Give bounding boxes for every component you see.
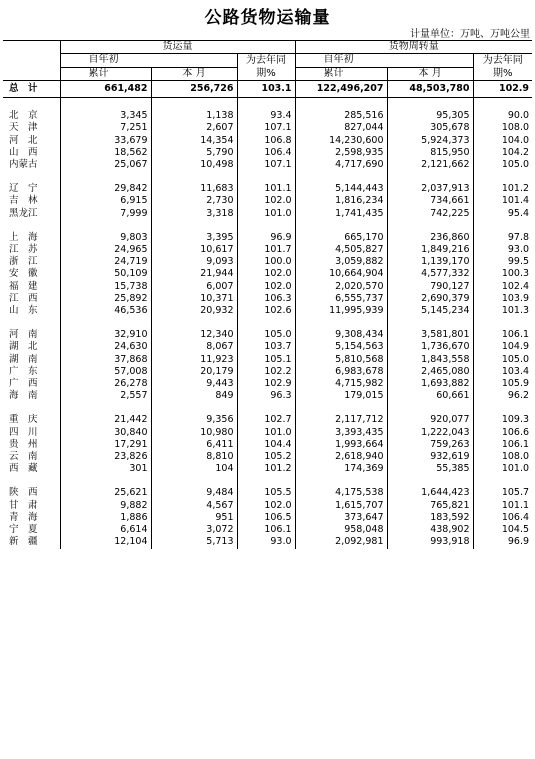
row-label: 新 疆 (3, 536, 60, 548)
table-row (3, 341, 532, 353)
cell-value: 97.8 (507, 231, 530, 243)
table-row (3, 366, 532, 378)
cell-value: 14,354 (151, 135, 237, 147)
spacer-row (3, 317, 532, 329)
table-row (3, 135, 532, 147)
cell-value: 1,138 (151, 110, 237, 122)
cell-value: 25,892 (60, 293, 151, 305)
cell-value: 1,644,423 (387, 487, 473, 499)
cell-value: 26,278 (60, 378, 151, 390)
cell-value: 1,139,170 (387, 256, 473, 268)
unit-label: 计量单位：万吨、万吨公里 (410, 29, 530, 40)
cell-value: 5,790 (151, 147, 237, 159)
row-label: 河 北 (3, 135, 60, 147)
cell-value: 102.0 (237, 281, 295, 293)
header-month-turnover: 本 月 (387, 67, 473, 81)
cell-value: 10,371 (151, 293, 237, 305)
row-label: 福 建 (3, 281, 60, 293)
cell-value: 101.0 (501, 463, 530, 475)
cell-value: 93.0 (507, 244, 530, 256)
row-label: 西 藏 (3, 463, 60, 475)
header-cumulative-freight: 累计 (60, 67, 151, 81)
cell-value: 106.1 (237, 524, 295, 536)
spacer-row (3, 171, 532, 183)
cell-value: 8,067 (151, 341, 237, 353)
cell-value: 102.9 (237, 378, 295, 390)
cell-value: 1,849,216 (387, 244, 473, 256)
cell-value: 11,683 (151, 183, 237, 195)
cell-value: 108.0 (501, 122, 530, 134)
row-label: 辽 宁 (3, 183, 60, 195)
cell-value: 734,661 (387, 195, 473, 207)
cell-value: 742,225 (387, 208, 473, 220)
cell-value: 3,581,801 (387, 329, 473, 341)
cell-value: 1,736,670 (387, 341, 473, 353)
cell-value: 105.0 (237, 329, 295, 341)
row-label: 甘 肃 (3, 500, 60, 512)
cell-value: 90.0 (507, 110, 530, 122)
table-row (3, 329, 532, 341)
cell-value: 993,918 (387, 536, 473, 548)
row-label: 山 西 (3, 147, 60, 159)
cell-value: 106.1 (501, 329, 530, 341)
cell-value: 932,619 (387, 451, 473, 463)
header-ytd-turnover: 自年初 (295, 54, 473, 68)
cell-value: 665,170 (295, 232, 387, 244)
cell-value: 103.4 (501, 365, 530, 377)
cell-value: 96.3 (237, 390, 295, 402)
row-label: 贵 州 (3, 439, 60, 451)
page-title: 公路货物运输量 (204, 8, 331, 28)
cell-value: 6,411 (151, 439, 237, 451)
cell-value: 20,179 (151, 366, 237, 378)
table-row (3, 195, 532, 207)
cell-value: 109.3 (501, 414, 530, 426)
cell-value: 101.0 (237, 208, 295, 220)
cell-value: 96.9 (507, 536, 530, 548)
header-freight: 货运量 (60, 41, 295, 54)
table-row (3, 281, 532, 293)
cell-value: 183,592 (387, 512, 473, 524)
cell-value: 102.0 (237, 268, 295, 280)
cell-value: 10,664,904 (295, 268, 387, 280)
table-row (3, 439, 532, 451)
cell-value: 6,614 (60, 524, 151, 536)
spacer-row (3, 475, 532, 487)
cell-value: 4,567 (151, 500, 237, 512)
cell-value: 95,305 (387, 110, 473, 122)
cell-value: 30,840 (60, 427, 151, 439)
cell-value: 105.0 (501, 159, 530, 171)
row-label: 上 海 (3, 232, 60, 244)
cell-value: 102.2 (237, 366, 295, 378)
cell-value: 765,821 (387, 500, 473, 512)
cell-value: 102.9 (473, 81, 532, 98)
row-label: 江 西 (3, 293, 60, 305)
cell-value: 101.7 (237, 244, 295, 256)
cell-value: 95.4 (507, 207, 530, 219)
cell-value: 108.0 (501, 451, 530, 463)
cell-value: 96.9 (237, 232, 295, 244)
cell-value: 122,496,207 (295, 81, 387, 98)
cell-value: 305,678 (387, 122, 473, 134)
table-row (3, 354, 532, 366)
spacer-row (3, 402, 532, 414)
cell-value: 102.4 (501, 280, 530, 292)
cell-value: 32,910 (60, 329, 151, 341)
row-label: 海 南 (3, 390, 60, 402)
cell-value: 101.0 (237, 427, 295, 439)
cell-value: 6,915 (60, 195, 151, 207)
cell-value: 29,842 (60, 183, 151, 195)
freight-table (3, 40, 532, 549)
cell-value: 106.6 (501, 426, 530, 438)
cell-value: 96.2 (507, 390, 530, 402)
header-month-freight: 本 月 (151, 67, 237, 81)
row-label: 黑龙江 (3, 208, 60, 220)
cell-value: 60,661 (387, 390, 473, 402)
cell-value: 104.2 (501, 146, 530, 158)
cell-value: 4,505,827 (295, 244, 387, 256)
cell-value: 3,393,435 (295, 427, 387, 439)
cell-value: 174,369 (295, 463, 387, 475)
cell-value: 2,117,712 (295, 414, 387, 426)
cell-value: 2,730 (151, 195, 237, 207)
cell-value: 849 (151, 390, 237, 402)
row-label: 安 徽 (3, 268, 60, 280)
table-row (3, 451, 532, 463)
cell-value: 759,263 (387, 439, 473, 451)
table-row (3, 512, 532, 524)
cell-value: 105.1 (237, 354, 295, 366)
cell-value: 102.0 (237, 500, 295, 512)
table-row (3, 183, 532, 195)
cell-value: 4,175,538 (295, 487, 387, 499)
cell-value: 438,902 (387, 524, 473, 536)
cell-value: 101.4 (501, 195, 530, 207)
cell-value: 5,144,443 (295, 183, 387, 195)
cell-value: 2,092,981 (295, 536, 387, 548)
spacer-row (3, 98, 532, 111)
cell-value: 101.3 (501, 305, 530, 317)
cell-value: 9,443 (151, 378, 237, 390)
row-label: 四 川 (3, 427, 60, 439)
cell-value: 105.5 (237, 487, 295, 499)
cell-value: 102.7 (237, 414, 295, 426)
cell-value: 9,093 (151, 256, 237, 268)
row-label: 湖 北 (3, 341, 60, 353)
row-label: 吉 林 (3, 195, 60, 207)
cell-value: 104.5 (501, 524, 530, 536)
cell-value: 3,318 (151, 208, 237, 220)
cell-value: 1,615,707 (295, 500, 387, 512)
header-ytd-freight: 自年初 (60, 54, 237, 68)
cell-value: 17,291 (60, 439, 151, 451)
table-row (3, 414, 532, 426)
cell-value: 104.9 (501, 341, 530, 353)
table-row (3, 305, 532, 317)
cell-value: 100.0 (237, 256, 295, 268)
cell-value: 6,555,737 (295, 293, 387, 305)
cell-value: 104.4 (237, 439, 295, 451)
cell-value: 920,077 (387, 414, 473, 426)
table-row (3, 232, 532, 244)
cell-value: 106.3 (237, 293, 295, 305)
table-row (3, 244, 532, 256)
cell-value: 11,995,939 (295, 305, 387, 317)
cell-value: 9,484 (151, 487, 237, 499)
cell-value: 102.6 (237, 305, 295, 317)
cell-value: 105.0 (501, 353, 530, 365)
table-row (3, 159, 532, 171)
table-row (3, 208, 532, 220)
cell-value: 815,950 (387, 147, 473, 159)
cell-value: 6,983,678 (295, 366, 387, 378)
header-turnover: 货物周转量 (295, 41, 532, 54)
cell-value: 179,015 (295, 390, 387, 402)
table-row (3, 524, 532, 536)
cell-value: 2,557 (60, 390, 151, 402)
cell-value: 827,044 (295, 122, 387, 134)
cell-value: 101.1 (501, 499, 530, 511)
cell-value: 4,715,982 (295, 378, 387, 390)
cell-value: 5,713 (151, 536, 237, 548)
cell-value: 106.8 (237, 135, 295, 147)
cell-value: 9,356 (151, 414, 237, 426)
row-label: 天 津 (3, 122, 60, 134)
cell-value: 103.7 (237, 341, 295, 353)
cell-value: 958,048 (295, 524, 387, 536)
table-row (3, 256, 532, 268)
cell-value: 18,562 (60, 147, 151, 159)
row-label: 山 东 (3, 305, 60, 317)
table-row (3, 500, 532, 512)
cell-value: 25,621 (60, 487, 151, 499)
cell-value: 15,738 (60, 281, 151, 293)
row-label: 重 庆 (3, 414, 60, 426)
row-label: 总 计 (3, 81, 60, 98)
cell-value: 101.2 (237, 463, 295, 475)
cell-value: 21,944 (151, 268, 237, 280)
table-row (3, 536, 532, 548)
cell-value: 256,726 (151, 81, 237, 98)
cell-value: 3,395 (151, 232, 237, 244)
cell-value: 23,826 (60, 451, 151, 463)
cell-value: 46,536 (60, 305, 151, 317)
total-row (3, 81, 532, 98)
cell-value: 9,308,434 (295, 329, 387, 341)
table-row (3, 122, 532, 134)
cell-value: 103.9 (501, 292, 530, 304)
cell-value: 10,498 (151, 159, 237, 171)
cell-value: 103.1 (237, 81, 295, 98)
cell-value: 106.1 (501, 438, 530, 450)
cell-value: 4,577,332 (387, 268, 473, 280)
cell-value: 2,121,662 (387, 159, 473, 171)
cell-value: 8,810 (151, 451, 237, 463)
cell-value: 24,719 (60, 256, 151, 268)
cell-value: 2,690,379 (387, 293, 473, 305)
row-label: 内蒙古 (3, 159, 60, 171)
cell-value: 100.3 (501, 268, 530, 280)
cell-value: 104 (151, 463, 237, 475)
cell-value: 107.1 (237, 159, 295, 171)
table-row (3, 487, 532, 499)
cell-value: 301 (60, 463, 151, 475)
spacer-row (3, 220, 532, 232)
row-label: 江 苏 (3, 244, 60, 256)
cell-value: 20,932 (151, 305, 237, 317)
table-row (3, 390, 532, 402)
row-label: 广 东 (3, 366, 60, 378)
row-label: 浙 江 (3, 256, 60, 268)
cell-value: 55,385 (387, 463, 473, 475)
cell-value: 373,647 (295, 512, 387, 524)
row-label: 湖 南 (3, 354, 60, 366)
row-label: 陕 西 (3, 487, 60, 499)
table-row (3, 293, 532, 305)
cell-value: 1,816,234 (295, 195, 387, 207)
cell-value: 1,741,435 (295, 208, 387, 220)
cell-value: 11,923 (151, 354, 237, 366)
row-label: 云 南 (3, 451, 60, 463)
cell-value: 3,059,882 (295, 256, 387, 268)
cell-value: 4,717,690 (295, 159, 387, 171)
cell-value: 50,109 (60, 268, 151, 280)
table-row (3, 378, 532, 390)
header-yoy-freight: 为去年同期% (237, 54, 295, 81)
cell-value: 12,340 (151, 329, 237, 341)
cell-value: 5,145,234 (387, 305, 473, 317)
cell-value: 1,993,664 (295, 439, 387, 451)
cell-value: 93.0 (237, 536, 295, 548)
cell-value: 661,482 (60, 81, 151, 98)
cell-value: 9,803 (60, 232, 151, 244)
cell-value: 951 (151, 512, 237, 524)
cell-value: 99.5 (507, 256, 530, 268)
cell-value: 105.9 (501, 378, 530, 390)
cell-value: 7,251 (60, 122, 151, 134)
cell-value: 7,999 (60, 208, 151, 220)
cell-value: 1,886 (60, 512, 151, 524)
cell-value: 1,843,558 (387, 354, 473, 366)
cell-value: 9,882 (60, 500, 151, 512)
cell-value: 106.5 (237, 512, 295, 524)
header-yoy-turnover: 为去年同期% (482, 55, 523, 80)
cell-value: 33,679 (60, 135, 151, 147)
cell-value: 37,868 (60, 354, 151, 366)
cell-value: 2,607 (151, 122, 237, 134)
row-label: 北 京 (3, 110, 60, 122)
cell-value: 1,222,043 (387, 427, 473, 439)
cell-value: 5,154,563 (295, 341, 387, 353)
cell-value: 48,503,780 (387, 81, 473, 98)
table-row (3, 268, 532, 280)
cell-value: 21,442 (60, 414, 151, 426)
cell-value: 285,516 (295, 110, 387, 122)
cell-value: 101.1 (237, 183, 295, 195)
cell-value: 2,037,913 (387, 183, 473, 195)
cell-value: 102.0 (237, 195, 295, 207)
cell-value: 93.4 (237, 110, 295, 122)
cell-value: 2,618,940 (295, 451, 387, 463)
cell-value: 2,465,080 (387, 366, 473, 378)
cell-value: 12,104 (60, 536, 151, 548)
table-row (3, 427, 532, 439)
cell-value: 790,127 (387, 281, 473, 293)
cell-value: 2,598,935 (295, 147, 387, 159)
cell-value: 107.1 (237, 122, 295, 134)
cell-value: 24,630 (60, 341, 151, 353)
cell-value: 5,810,568 (295, 354, 387, 366)
cell-value: 106.4 (237, 147, 295, 159)
table-row (3, 463, 532, 475)
cell-value: 10,617 (151, 244, 237, 256)
cell-value: 3,072 (151, 524, 237, 536)
table-row (3, 147, 532, 159)
row-label: 河 南 (3, 329, 60, 341)
cell-value: 6,007 (151, 281, 237, 293)
cell-value: 105.2 (237, 451, 295, 463)
cell-value: 14,230,600 (295, 135, 387, 147)
cell-value: 3,345 (60, 110, 151, 122)
cell-value: 105.7 (501, 487, 530, 499)
cell-value: 2,020,570 (295, 281, 387, 293)
row-label: 广 西 (3, 378, 60, 390)
cell-value: 236,860 (387, 232, 473, 244)
cell-value: 5,924,373 (387, 135, 473, 147)
cell-value: 104.0 (501, 134, 530, 146)
cell-value: 10,980 (151, 427, 237, 439)
cell-value: 101.2 (501, 183, 530, 195)
cell-value: 57,008 (60, 366, 151, 378)
row-label: 青 海 (3, 512, 60, 524)
cell-value: 24,965 (60, 244, 151, 256)
cell-value: 106.4 (501, 511, 530, 523)
row-label: 宁 夏 (3, 524, 60, 536)
table-row (3, 110, 532, 122)
cell-value: 25,067 (60, 159, 151, 171)
cell-value: 1,693,882 (387, 378, 473, 390)
header-cumulative-turnover: 累计 (295, 67, 387, 81)
